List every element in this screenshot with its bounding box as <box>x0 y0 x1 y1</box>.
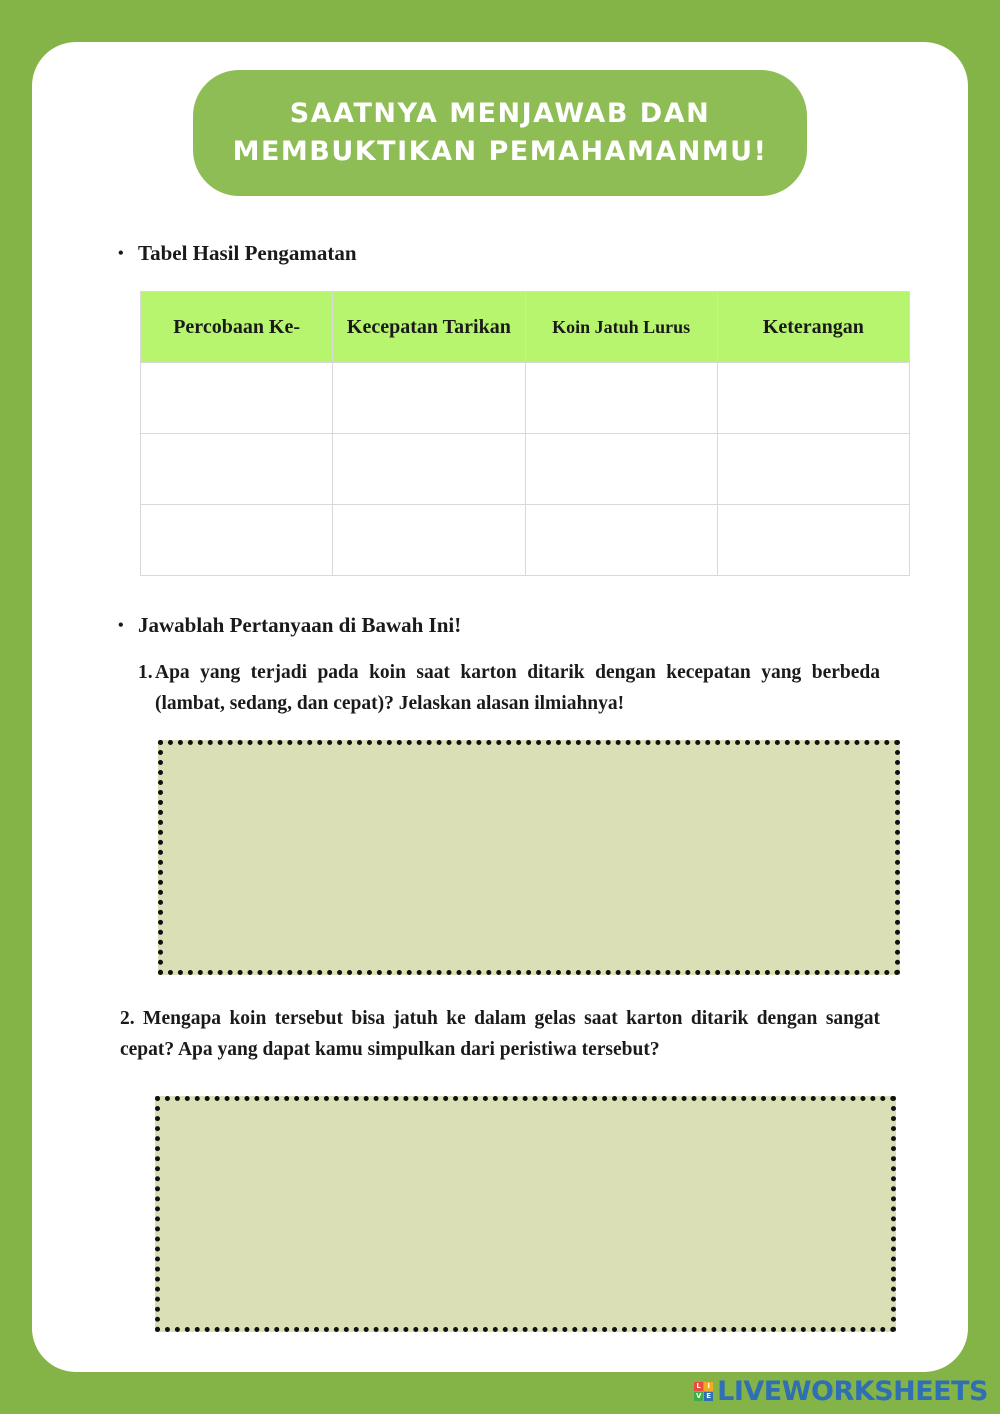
table-cell[interactable] <box>333 505 525 576</box>
table-cell[interactable] <box>141 505 333 576</box>
logo-mark-letter: V <box>695 1391 702 1400</box>
question-number: 1. <box>138 662 153 683</box>
column-header: Koin Jatuh Lurus <box>525 292 717 363</box>
table-cell[interactable] <box>717 505 909 576</box>
logo-mark-letter: E <box>704 1392 713 1401</box>
table-cell[interactable] <box>525 505 717 576</box>
table-cell[interactable] <box>333 434 525 505</box>
table-row <box>141 363 910 434</box>
table-cell[interactable] <box>525 434 717 505</box>
table-cell[interactable] <box>141 363 333 434</box>
answer-box-1[interactable] <box>158 740 900 975</box>
question-text: 2. Mengapa koin tersebut bisa jatuh ke dalam gelas saat karton ditarik dengan sangat cepat? Apa yang dapat kamu simpulkan dari peristiwa tersebut? <box>120 1008 880 1060</box>
question-1 <box>138 657 880 719</box>
bullet-icon: • <box>118 245 124 262</box>
table-cell[interactable] <box>525 363 717 434</box>
column-header: Keterangan <box>717 292 909 363</box>
logo-mark-icon <box>694 1382 713 1401</box>
table-cell[interactable] <box>141 434 333 505</box>
table-cell[interactable] <box>717 363 909 434</box>
page-title: SAATNYA MENJAWAB DAN MEMBUKTIKAN PEMAHAMANMU! <box>232 98 768 167</box>
questions-section-heading <box>118 613 461 638</box>
answer-box-2[interactable] <box>155 1096 896 1332</box>
bullet-icon: • <box>118 617 124 634</box>
table-row <box>141 434 910 505</box>
table-section-label: Tabel Hasil Pengamatan <box>138 241 357 265</box>
questions-section-label: Jawablah Pertanyaan di Bawah Ini! <box>138 613 462 637</box>
column-header: Kecepatan Tarikan <box>333 292 525 363</box>
liveworksheets-logo <box>694 1376 988 1406</box>
question-2 <box>120 1003 880 1065</box>
table-header-row <box>141 292 910 363</box>
table-row <box>141 505 910 576</box>
title-banner <box>193 70 807 196</box>
logo-mark-letter: I <box>704 1382 713 1391</box>
column-header: Percobaan Ke- <box>141 292 333 363</box>
logo-mark-letter: L <box>694 1382 703 1391</box>
table-cell[interactable] <box>333 363 525 434</box>
table-section-heading <box>118 241 357 266</box>
logo-text: LIVEWORKSHEETS <box>717 1375 988 1407</box>
table-cell[interactable] <box>717 434 909 505</box>
observation-table <box>140 291 910 576</box>
question-text: Apa yang terjadi pada koin saat karton ditarik dengan kecepatan yang berbeda (lambat, sedang, dan cepat)? Jelaskan alasan ilmiahnya! <box>155 662 880 714</box>
